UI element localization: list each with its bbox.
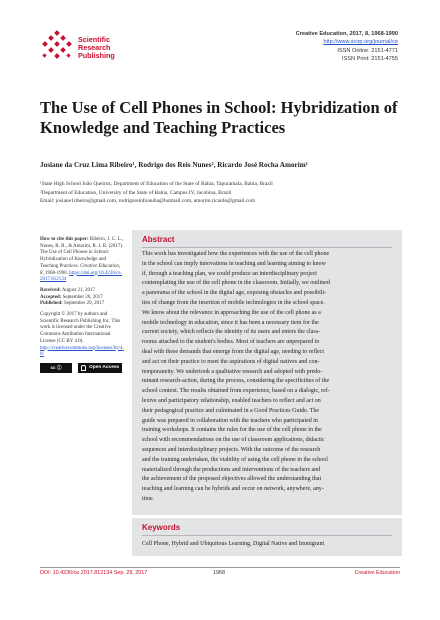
citation-label: How to cite this paper: (40, 237, 89, 242)
abstract-line: rooms attached to the student's bodies. Most of teachers are unprepared to (142, 339, 320, 346)
abstract-line: We know about the relevance in approaching the use of the cell phone as a (142, 309, 321, 316)
abstract-body (142, 250, 397, 505)
publisher-name-line: Research (78, 43, 111, 52)
keywords-divider (142, 535, 392, 536)
abstract-line: in the school can imply innovations in teaching and learning aiming to know (142, 260, 326, 267)
published-label: Published: (40, 301, 63, 307)
copyright-block (40, 312, 124, 359)
abstract-line: if, through a teaching plan, we could produce an interdisciplinary project (142, 270, 317, 277)
abstract-line: teaching and learning can be hybrids and occur on network, anywhere, any- (142, 486, 324, 493)
received-label: Received: (40, 287, 61, 293)
citation-text: Ribeiro, J. C. L., Nunes, R. R., & Amorim, R. J. R. (2017). The Use of Cell Phones in School: Hybridization of Knowledge and Teaching Practices. (40, 237, 124, 269)
publisher-name (78, 36, 115, 60)
license-link[interactable]: http://creativecommons.org/licenses/by/4.0/ (40, 345, 124, 358)
footer-doi: DOI: 10.4236/ce.2017.812134 Sep. 29, 2017 (40, 570, 148, 576)
publisher-logo (40, 28, 150, 68)
keywords-heading: Keywords (142, 523, 181, 532)
abstract-line: a panorama of the school in the digital age, exposing obstacles and possibili- (142, 290, 327, 297)
abstract-line: and the training undertaken, the viability of using the cell phone in the school (142, 456, 328, 463)
affiliation-line: ²Department of Education, University of the State of Bahia, Campus IV, Jacobina, Brazil (40, 189, 232, 196)
keywords-text: Cell Phone, Hybrid and Ubiquitous Learning, Digital Native and Immigrant (142, 541, 325, 547)
abstract-line: the achievement of the proposed objectives allowed the understanding that (142, 476, 322, 483)
abstract-panel (132, 230, 402, 515)
author-list: Josiane da Cruz Lima Ribeiro¹, Rodrigo dos Reis Nunes², Ricardo José Rocha Amorim¹ (40, 161, 308, 169)
abstract-line: temporaneity. We undertook a qualitative research and adopted with predo- (142, 368, 323, 375)
journal-citation: Creative Education, 2017, 8, 1968-1990 (295, 31, 398, 37)
article-sidebar (40, 237, 124, 373)
publisher-name-line: Scientific (78, 35, 110, 44)
accepted-label: Accepted: (40, 294, 62, 300)
abstract-line: sequences and interdisciplinary projects. With the outcome of the research (142, 446, 321, 453)
abstract-line: guide was prepared in collaboration with the teachers who participated in (142, 417, 318, 424)
email-line: Email: josiane1ribeiro@gmail.com, rodrigoreinfoandia@hotmail.com, amorim.ricardo@gmail.com (40, 198, 256, 205)
article-title: The Use of Cell Phones in School: Hybridization of Knowledge and Teaching Practices (40, 98, 398, 137)
journal-url-link[interactable]: http://www.scirp.org/journal/ce (323, 39, 398, 46)
abstract-line: training workshops. It contains the rules for the use of the cell phone in the (142, 427, 322, 434)
publisher-logo-icon (40, 30, 74, 64)
affiliations (40, 180, 273, 206)
issn-print: ISSN Print: 2151-4755 (342, 56, 398, 63)
copyright-text: Copyright © 2017 by authors and Scientific Research Publishing Inc. This work is licensed under the Creative Commons Attribution International License (CC BY 4.0). (40, 312, 121, 344)
abstract-line: contemplating the use of the cell phone in the classroom. Initially, we outlined (142, 280, 330, 287)
license-badges (40, 363, 124, 373)
abstract-line: their pedagogical practice and culminated in a Good Practices Guide. The (142, 407, 319, 414)
abstract-line: school context. The results obtained from experience, based on a dialogic, ref- (142, 388, 330, 395)
abstract-line: minant research-action, during the process, considering the specificities of the (142, 378, 330, 385)
citation-journal: Creative Education, 8, (40, 263, 121, 276)
abstract-line: and act on their practice to meet the aspirations of digital natives and con- (142, 358, 320, 365)
keywords-panel (132, 518, 402, 556)
abstract-line: school with recommendations on the use of classroom applications, didactic (142, 437, 325, 444)
abstract-heading: Abstract (142, 235, 175, 244)
abstract-line: time. (142, 495, 155, 502)
abstract-line: current society, which reflects the identity of its users and enters the class- (142, 329, 321, 336)
received-date: August 21, 2017 (61, 287, 96, 293)
dates-block (40, 288, 124, 308)
abstract-divider (142, 247, 392, 248)
abstract-line: This work has investigated how the experiences with the use of the cell phone (142, 251, 330, 257)
affiliation-line: ¹State High School João Queiroz, Department of Education of the State of Bahia, Tapuramala, Bahia, Brazil (40, 181, 273, 187)
accepted-date: September 26, 2017 (62, 294, 103, 300)
doi-link[interactable]: https://doi.org/10.4236/ce.2017.812134 (40, 270, 122, 283)
abstract-line: ties of change from the insertion of mobile technologies in the school space. (142, 299, 325, 306)
issn-online: ISSN Online: 2151-4771 (337, 47, 398, 54)
citation-pages: 1968-1990. (45, 270, 68, 276)
open-lock-icon (81, 365, 86, 371)
abstract-line: materialized through the productions and interventions of the teachers and (142, 466, 321, 473)
cc-icon: cc ⓘ (50, 364, 62, 370)
abstract-line: mobile technology in education, since it has been a necessary item for the (142, 319, 319, 326)
published-date: September 29, 2017 (64, 301, 105, 307)
citation-block (40, 237, 124, 284)
abstract-line: deal with these demands that emerge from the digital age, needing to reflect (142, 348, 324, 355)
open-access-label: Open Access (89, 364, 120, 370)
open-access-badge[interactable] (78, 363, 122, 373)
journal-info (296, 30, 398, 64)
footer-journal: Creative Education (354, 570, 400, 576)
publisher-name-line: Publishing (78, 51, 115, 60)
cc-by-badge[interactable] (40, 363, 72, 373)
footer-divider (40, 567, 400, 568)
page-number: 1968 (213, 570, 225, 576)
abstract-line: lexive and participatory relationship, enabled teachers to reflect and act on (142, 397, 321, 404)
